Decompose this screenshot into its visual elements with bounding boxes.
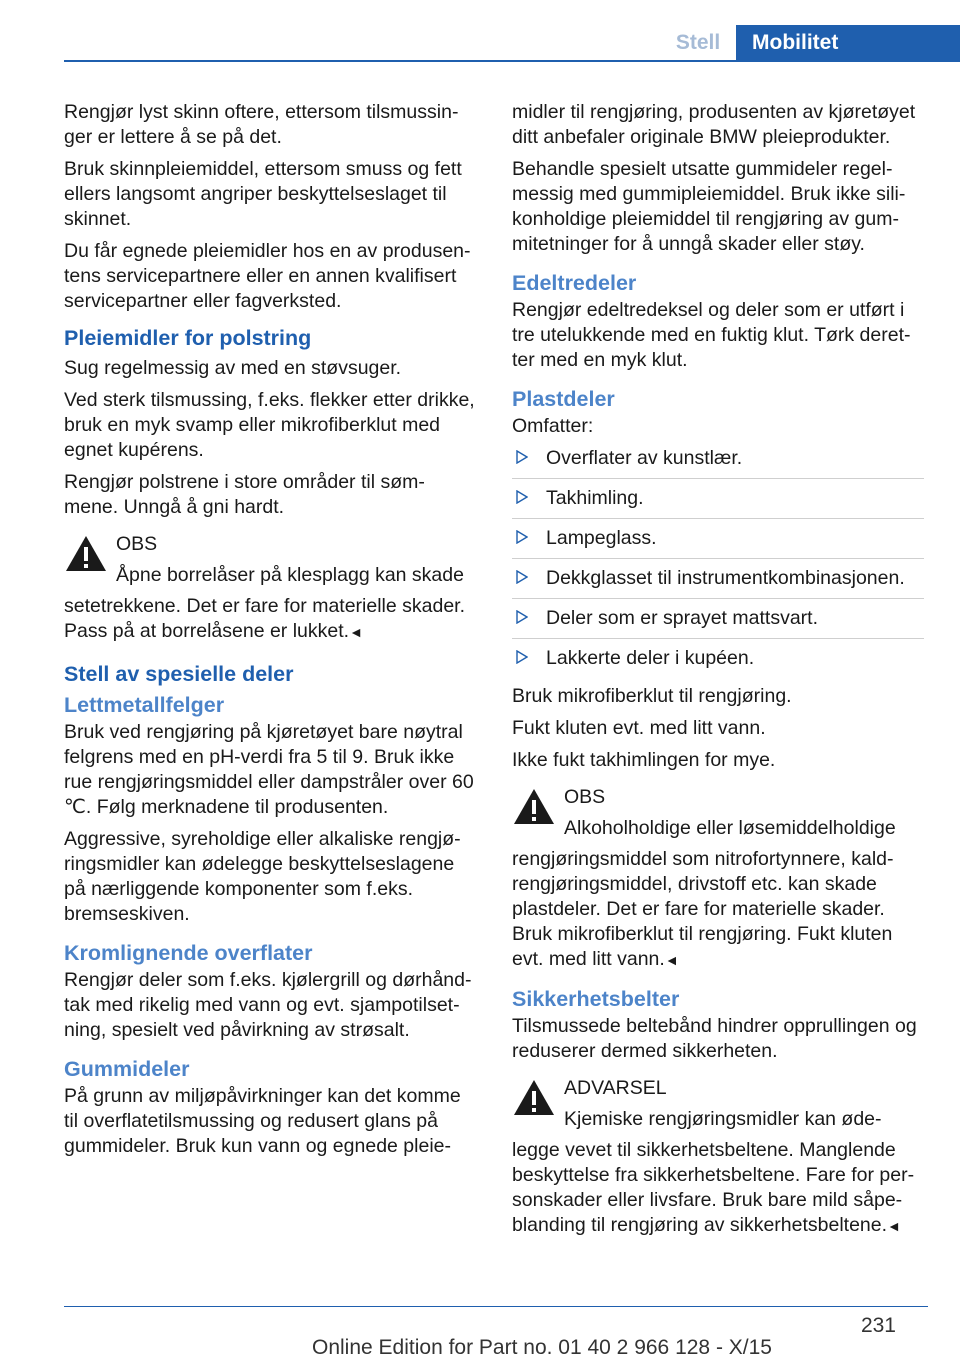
triangle-right-icon (516, 650, 528, 664)
header-rule (64, 60, 960, 62)
paragraph: Du får egnede pleiemidler hos en av produsen-tens servicepartnere eller en annen kvalifisert servicepartner eller fagverksted. (64, 240, 471, 312)
warning-triangle-icon (64, 534, 108, 574)
paragraph: Fukt kluten evt. med litt vann. (512, 717, 766, 739)
paragraph: Bruk skinnpleiemiddel, ettersom smuss og fett ellers langsomt angriper beskyttelseslaget til skinnet. (64, 158, 462, 230)
heading-plastdeler: Plastdeler (512, 387, 615, 411)
list-item: Takhimling. (512, 479, 924, 519)
heading-gummideler: Gummideler (64, 1057, 190, 1081)
warning-text: setetrekkene. Det er fare for materielle skader. Pass på at borrelåsene er lukket.◄ (64, 595, 466, 642)
end-of-section-icon: ◄ (349, 624, 363, 640)
paragraph: Rengjør polstrene i store områder til søm-mene. Unngå å gni hardt. (64, 471, 425, 518)
list-item: Lampeglass. (512, 519, 924, 559)
warning-text: Kjemiske rengjøringsmidler kan øde- (564, 1108, 882, 1130)
paragraph: Behandle spesielt utsatte gummideler regel-messig med gummipleiemiddel. Bruk ikke sili-konholdige pleiemiddel til rengjøring av gum-mitetninger for å unngå skader eller støy. (512, 158, 906, 255)
left-column (64, 100, 476, 1166)
triangle-right-icon (516, 610, 528, 624)
warning-text: rengjøringsmiddel som nitrofortynnere, kald-rengjøringsmiddel, drivstoff etc. kan skade plastdeler. Det er fare for materielle skader. Bruk mikrofiberklut til rengjøring. Fukt kluten evt. med litt vann.◄ (512, 848, 894, 970)
paragraph: Aggressive, syreholdige eller alkaliske rengjø-ringsmidler kan ødelegge beskyttelseslagene på nærliggende komponenter som f.eks. bremseskiven. (64, 828, 461, 925)
triangle-right-icon (516, 490, 528, 504)
end-of-section-icon: ◄ (664, 952, 679, 968)
heading-sikkerhetsbelter: Sikkerhetsbelter (512, 987, 680, 1011)
warning-box-obs (512, 785, 924, 973)
paragraph: Ved sterk tilsmussing, f.eks. flekker etter drikke, bruk en myk svamp eller mikrofiberklut med egnet kupérens. (64, 389, 475, 461)
page-number: 231 (860, 1314, 896, 1337)
triangle-right-icon (516, 570, 528, 584)
list-item: Lakkerte deler i kupéen. (512, 639, 924, 678)
paragraph: Bruk mikrofiberklut til rengjøring. (512, 685, 792, 707)
warning-text: Åpne borrelåser på klesplagg kan skade (116, 564, 464, 586)
paragraph: Omfatter: (512, 415, 594, 437)
heading-pleiemidler-polstring: Pleiemidler for polstring (64, 326, 312, 350)
warning-text: legge vevet til sikkerhetsbeltene. Manglende beskyttelse fra sikkerhetsbeltene. Fare for per-sonskader eller livsfare. Bruk bare mild såpe-blanding til rengjøring av sikkerhetsbeltene.◄ (512, 1139, 915, 1236)
paragraph: Tilsmussede beltebånd hindrer opprullingen og reduserer dermed sikkerheten. (512, 1015, 917, 1062)
warning-title: OBS (116, 533, 158, 555)
tab-stell[interactable]: Stell (675, 31, 721, 54)
paragraph: Rengjør edeltredeksel og deler som er utført i tre utelukkende med en fuktig klut. Tørk deret-ter med en myk klut. (512, 299, 911, 371)
warning-triangle-icon (512, 1078, 556, 1118)
warning-box-obs (64, 532, 476, 645)
list-item: Dekkglasset til instrumentkombinasjonen. (512, 559, 924, 599)
heading-lettmetallfelger: Lettmetallfelger (64, 693, 225, 717)
triangle-right-icon (516, 450, 528, 464)
paragraph: Sug regelmessig av med en støvsuger. (64, 357, 402, 379)
list-item: Overflater av kunstlær. (512, 446, 924, 479)
warning-text: Alkoholholdige eller løsemiddelholdige (564, 817, 896, 839)
right-column (512, 100, 924, 1251)
warning-triangle-icon (512, 787, 556, 827)
end-of-section-icon: ◄ (887, 1218, 901, 1234)
heading-kromlignende-overflater: Kromlignende overflater (64, 941, 313, 965)
plastdeler-list (512, 446, 924, 678)
paragraph: Rengjør lyst skinn oftere, ettersom tilsmussin-ger er lettere å se på det. (64, 101, 459, 148)
edition-footer: Online Edition for Part no. 01 40 2 966 128 - X/15 (312, 1336, 772, 1359)
paragraph: Rengjør deler som f.eks. kjølergrill og dørhånd-tak med rikelig med vann og evt. sjampotilset-ning, spesielt ved påvirkning av strøsalt. (64, 969, 472, 1041)
paragraph: Ikke fukt takhimlingen for mye. (512, 749, 776, 771)
list-item: Deler som er sprayet mattsvart. (512, 599, 924, 639)
warning-title: ADVARSEL (564, 1077, 667, 1099)
triangle-right-icon (516, 530, 528, 544)
warning-box-advarsel (512, 1076, 924, 1239)
footer-rule (64, 1306, 928, 1307)
heading-stell-spesielle-deler: Stell av spesielle deler (64, 662, 294, 686)
paragraph: Bruk ved rengjøring på kjøretøyet bare nøytral felgrens med en pH-verdi fra 5 til 9. Bruk ikke rue rengjøringsmiddel eller dampstråler over 60 ℃. Følg merknadene til produsenten. (64, 721, 474, 818)
paragraph: midler til rengjøring, produsenten av kjøretøyet ditt anbefaler originale BMW pleieprodukter. (512, 101, 916, 148)
paragraph: På grunn av miljøpåvirkninger kan det komme til overflatetilsmussing og redusert glans på gummideler. Bruk kun vann og egnede pleie- (64, 1085, 461, 1157)
warning-title: OBS (564, 786, 606, 808)
tab-mobilitet[interactable]: Mobilitet (736, 25, 960, 61)
heading-edeltredeler: Edeltredeler (512, 271, 637, 295)
